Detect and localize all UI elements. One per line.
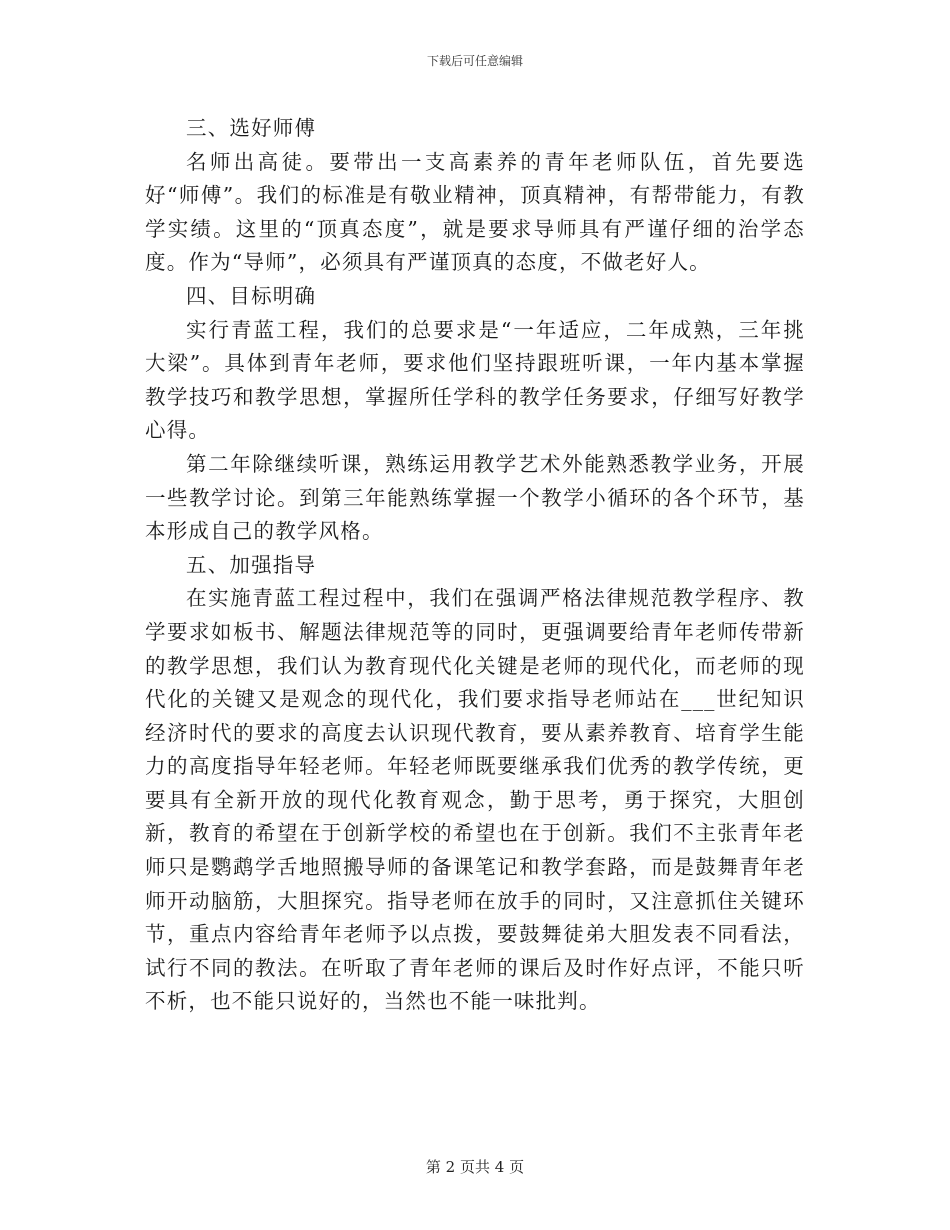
section-heading-5: 五、加强指导 (186, 552, 317, 577)
paragraph-overall-goal: 实行青蓝工程，我们的总要求是“一年适应，二年成熟，三年挑大梁”。具体到青年老师，要求他们坚持跟班听课，一年内基本掌握教学技巧和教学思想，掌握所任学科的教学任务要求，仔细写好教学心得。 (145, 317, 805, 443)
paragraph-guidance: 在实施青蓝工程过程中，我们在强调严格法律规范教学程序、教学要求如板书、解题法律规范等的同时，更强调要给青年老师传带新的教学思想，我们认为教育现代化关键是老师的现代化，而老师的现代化的关键又是观念的现代化，我们要求指导老师站在___世纪知识经济时代的要求的高度去认识现代教育，要从素养教育、培育学生能力的高度指导年轻老师。年轻老师既要继承我们优秀的教学传统，更要具有全新开放的现代化教育观念，勤于思考，勇于探究，大胆创新，教育的希望在于创新学校的希望也在于创新。我们不主张青年老师只是鹦鹉学舌地照搬导师的备课笔记和教学套路，而是鼓舞青年老师开动脑筋，大胆探究。指导老师在放手的同时，又注意抓住关键环节，重点内容给青年老师予以点拨，要鼓舞徒弟大胆发表不同看法，试行不同的教法。在听取了青年老师的课后及时作好点评，不能只听不析，也不能只说好的，当然也不能一味批判。 (145, 586, 805, 1014)
header-note: 下载后可任意编辑 (426, 54, 523, 68)
section-heading-3: 三、选好师傅 (186, 116, 317, 140)
document-body (145, 112, 805, 1019)
section-heading-4: 四、目标明确 (186, 283, 317, 308)
paragraph-choose-mentor: 名师出高徒。要带出一支高素养的青年老师队伍，首先要选好“师傅”。我们的标准是有敬业精神，顶真精神，有帮带能力，有教学实绩。这里的“顶真态度”，就是要求导师具有严谨仔细的治学态度。作为“导师”，必须具有严谨顶真的态度，不做老好人。 (145, 149, 805, 275)
paragraph-second-year: 第二年除继续听课，熟练运用教学艺术外能熟悉教学业务，开展一些教学讨论。到第三年能熟练掌握一个教学小循环的各个环节，基本形成自己的教学风格。 (145, 451, 805, 544)
page-number: 第 2 页共 4 页 (425, 1158, 525, 1176)
